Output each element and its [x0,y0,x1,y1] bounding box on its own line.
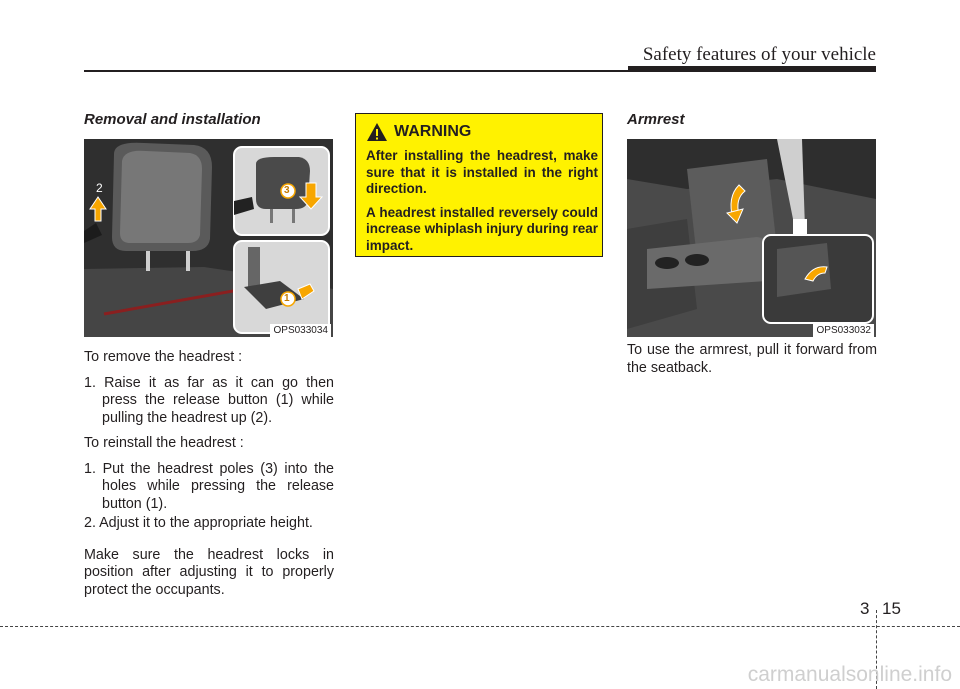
callout-3: 3 [284,185,290,196]
remove-intro: To remove the headrest : [84,349,243,365]
heading-armrest: Armrest [627,111,685,128]
warning-box [355,113,603,257]
running-header: Safety features of your vehicle [642,44,876,65]
page-number: 15 [882,599,901,618]
callout-1: 1 [284,293,290,304]
armrest-figure [627,139,876,337]
armrest-illustration [627,139,876,337]
watermark: carmanualsonline.info [747,663,952,686]
closing-note: Make sure the headrest locks in position after adjusting it to properly protect the occupants. [84,546,334,598]
armrest-text: To use the armrest, pull it forward from the seatback. [627,342,877,376]
headrest-figure [84,139,333,337]
warning-title: WARNING [394,123,472,140]
chapter-number: 3 [860,599,870,618]
figure-code: OPS033034 [270,324,332,337]
warning-para-1: After installing the headrest, make sure that it is installed in the right direction. [366,148,598,196]
reinstall-step-1: 1. Put the headrest poles (3) into the holes while pressing the release button (1). [84,460,334,512]
remove-step-1: 1. Raise it as far as it can go then press the release button (1) while pulling the headrest up (2). [84,374,334,426]
heading-removal: Removal and installation [84,111,261,128]
header-rule-accent [628,66,876,72]
reinstall-step-2: 2. Adjust it to the appropriate height. [84,515,313,531]
footer-rule [0,626,960,627]
reinstall-intro: To reinstall the headrest : [84,435,244,451]
figure-code: OPS033032 [813,324,875,337]
warning-header [366,122,471,142]
warning-icon [366,122,388,142]
headrest-illustration [84,139,333,337]
left-body [84,349,334,607]
warning-body [366,148,598,261]
callout-2: 2 [96,181,103,195]
warning-para-2: A headrest installed reversely could increase whiplash injury during rear impact. [366,204,598,253]
